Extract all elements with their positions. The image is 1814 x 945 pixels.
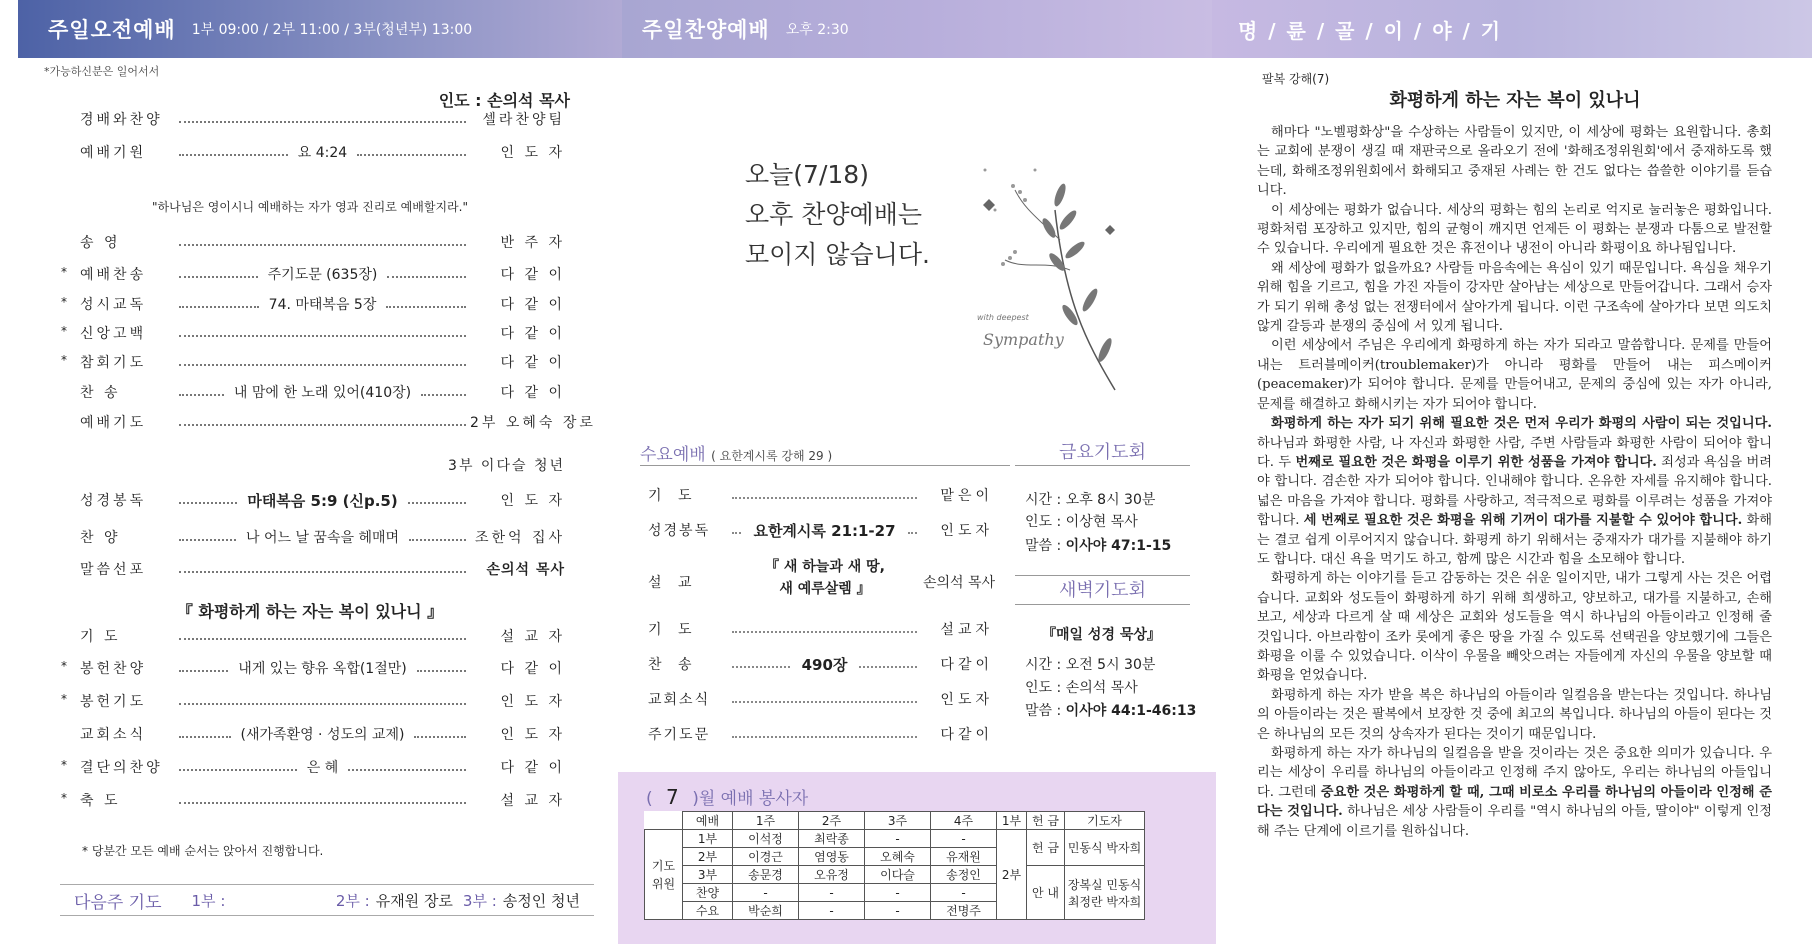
wednesday-person: 다같이: [940, 657, 993, 673]
order-leader-dots: [179, 394, 224, 396]
order-item: 마태복음 5:9 (신p.5): [247, 491, 398, 510]
order-leader-dots: [386, 306, 466, 308]
order-row: [61, 262, 565, 286]
order-leader-dots: [179, 424, 466, 426]
order-label: 신앙고백: [80, 326, 147, 342]
order-row: [80, 230, 565, 254]
cell: -: [865, 884, 931, 902]
col-service: 예배: [683, 812, 733, 830]
dawn-leader: 인도 : 손의석 목사: [1025, 680, 1138, 696]
guide-names-line-2: 최정란 박자희: [1067, 894, 1142, 909]
wednesday-service-header: [640, 440, 832, 465]
friday-word-passage: 이사야 47:1-15: [1065, 538, 1172, 554]
order-item: 내게 있는 향유 옥합(1절만): [238, 661, 407, 677]
order-leader-dots: [179, 539, 236, 541]
morning-service-header: [18, 0, 640, 58]
cell: 송문경: [733, 866, 799, 884]
dawn-time: 시간 : 오전 5시 30분: [1025, 657, 1156, 673]
order-leader-dots: [179, 670, 228, 672]
order-row: [61, 755, 565, 779]
cell: 2부: [683, 848, 733, 866]
col-week4: 4주: [931, 812, 997, 830]
cell: -: [733, 884, 799, 902]
order-label: 예배기원: [80, 145, 147, 161]
order-star: *: [61, 265, 67, 279]
order-star: *: [61, 324, 67, 338]
friday-word-label: 말씀 :: [1025, 538, 1066, 554]
order-leader-dots: [179, 571, 466, 573]
article-text: 하나님은 세상 사람들이 우리를 "역시 하나님의 아들, 딸이야" 이렇게 인정해 주는 단계에 이르기를 원하십니다.: [1257, 804, 1772, 839]
order-row: [61, 292, 566, 316]
cell: 1부: [683, 830, 733, 848]
col-part1: 1부: [997, 812, 1027, 830]
wednesday-item: 490장: [801, 655, 848, 674]
order-row: [80, 107, 565, 131]
wednesday-label: 성경봉독: [648, 523, 711, 539]
order-label: 예배기도: [80, 415, 147, 431]
wednesday-leader-dots: [732, 736, 917, 738]
order-label: 성시교독: [80, 297, 147, 313]
order-item: 주기도문 (635장): [267, 267, 378, 283]
table-row: [645, 866, 1145, 884]
dawn-word-label: 말씀 :: [1025, 703, 1066, 719]
next-week-part2-name: 유재원 장로: [375, 891, 453, 910]
wednesday-label: 기 도: [648, 488, 698, 504]
order-leader-dots: [348, 769, 466, 771]
order-row: [80, 410, 596, 434]
order-leader-dots: [179, 703, 466, 705]
article-paragraph: 왜 세상에 평화가 없을까요? 사람들 마음속에는 욕심이 있기 때문입니다. 욕심을 채우기 위해 힘을 기르고, 힘을 가진 자들이 강자만 살아남는 세상으로 만들어갑니다. 그래서 승자가 되기 위해 총성 없는 전쟁터에서 살아가게 됩니다. 이런 구조속에 살아가다 보면 의도치 않게 갈등과 분쟁의 중심에 서 있게 됩니다.: [1257, 260, 1772, 335]
article-paragraph: 화평하게 하는 자가 받을 복은 하나님의 아들이라 일컬음을 받는다는 것입니다. 하나님의 아들이라는 것은 팔복에서 보장한 것 중에 최고의 복입니다. 하나님의 아들이 된다는 것은 하나님의 모든 것의 상속자가 된다는 것이기 때문입니다.: [1257, 687, 1772, 742]
order-row: [80, 624, 565, 648]
wednesday-title: 수요예배: [640, 445, 706, 465]
guide-label: 안 내: [1027, 866, 1065, 920]
article-emphasis: 번째로 필요한 것은 화평을 이루기 위한 성품을 가져야 합니다.: [1295, 454, 1657, 470]
order-leader-dots: [414, 736, 466, 738]
prayer-committee-label: 기도 위원: [645, 830, 683, 920]
wednesday-person: 설교자: [940, 622, 993, 638]
notice-line-1: 오늘(7/18): [745, 160, 869, 189]
wednesday-leader-dots: [732, 497, 917, 499]
cell: 박순희: [733, 902, 799, 920]
order-leader-dots: [179, 638, 466, 640]
order-row: [61, 656, 566, 680]
article-paragraph: [1257, 414, 1772, 569]
order-label: 봉헌찬양: [80, 661, 147, 677]
notice-line-2: 오후 찬양예배는: [745, 200, 922, 229]
table-row: [645, 830, 1145, 848]
order-label: 경배와찬양: [80, 112, 163, 128]
order-row: [61, 788, 565, 812]
wednesday-leader-dots: [732, 532, 741, 534]
article-emphasis: 세 번째로 필요한 것은 화평을 위해 기꺼이 대가를 지불할 수 있어야 합니다.: [1303, 513, 1743, 529]
order-label: 예배찬송: [80, 267, 147, 283]
friday-divider: [1015, 465, 1190, 466]
cell: 송정인: [931, 866, 997, 884]
friday-prayer-title: 금요기도회: [1059, 442, 1146, 463]
order-label: 결단의찬양: [80, 760, 163, 776]
order-leader-dots: [179, 736, 231, 738]
order-person: 다 같 이: [500, 267, 565, 283]
article-paragraph: 해마다 "노벨평화상"을 수상하는 사람들이 있지만, 이 세상에 평화는 요원합니다. 총회는 교회에 분쟁이 생길 때 재판국으로 올라오기 전에 '화해조정위원회'에서 중재하도록 했는데, 화해조정위원회에서 화해되고 중재된 사례는 한 건도 없다는 씁쓸한 이야기를 듣습니다.: [1257, 125, 1772, 199]
order-label: 송 영: [80, 235, 121, 251]
wednesday-leader-dots: [908, 532, 917, 534]
volunteer-title-open: (: [646, 789, 653, 809]
cell: 염영동: [799, 848, 865, 866]
order-person: 인 도 자: [500, 727, 565, 743]
scripture-verse: "하나님은 영이시니 예배하는 자가 영과 진리로 예배할지라.": [152, 200, 468, 214]
order-row: [61, 689, 565, 713]
order-row: [80, 380, 565, 404]
order-star: *: [61, 791, 67, 805]
cell: 이경근: [733, 848, 799, 866]
order-person: 다 같 이: [500, 760, 565, 776]
order-person: 다 같 이: [500, 661, 566, 677]
flower-illustration: [965, 150, 1135, 400]
volunteer-month: 7: [666, 785, 679, 809]
wednesday-row: [648, 483, 993, 507]
article-paragraph: 이런 세상에서 주님은 우리에게 화평하게 하는 자가 되라고 말씀합니다. 문제를 만들어내는 트러블메이커(troublemaker)가 아니라 평화를 만들어 내는 피스메이커(peacemaker)가 되어야 합니다. 문제를 만들어내고, 문제의 중심에 있는 자가 아니라, 문제를 해결하고 화해시키는 자가 되어야 합니다.: [1257, 338, 1772, 412]
wednesday-series: ( 요한계시록 강해 29 ): [711, 449, 833, 463]
wednesday-divider: [640, 465, 1010, 466]
article-series-tag: 팔복 강해(7): [1262, 72, 1330, 86]
order-item: 은 혜: [306, 760, 339, 776]
guide-names-line-1: 장복실 민동식: [1067, 877, 1142, 892]
order-leader-dots: [179, 276, 258, 278]
volunteer-table: [644, 811, 1145, 920]
order-person: 인 도 자: [500, 493, 566, 509]
wednesday-sermon-title: [745, 556, 905, 600]
order-item: 내 맘에 한 노래 있어(410장): [233, 385, 412, 401]
next-week-label: 다음주 기도: [74, 892, 162, 913]
offering-label: 헌 금: [1027, 830, 1065, 866]
praise-service-time: 오후 2:30: [785, 22, 849, 38]
cell: 유재원: [931, 848, 997, 866]
col-week2: 2주: [799, 812, 865, 830]
sermon-title: 『 화평하게 하는 자는 복이 있나니 』: [176, 602, 444, 621]
order-person: 조한억 집사: [474, 530, 566, 546]
next-week-part3: 3부 :: [462, 891, 497, 910]
cell: -: [865, 902, 931, 920]
cell: 최락종: [799, 830, 865, 848]
order-item: 요 4:24: [297, 145, 348, 161]
col-offering: 헌 금: [1027, 812, 1065, 830]
cell: 3부: [683, 866, 733, 884]
cell: -: [799, 902, 865, 920]
order-leader-dots: [409, 539, 466, 541]
article-body: [1257, 123, 1772, 841]
order-star: *: [61, 295, 67, 309]
cell: -: [799, 884, 865, 902]
dawn-word: [1025, 698, 1196, 724]
order-leader-dots: [179, 769, 297, 771]
article-emphasis: 화평하게 하는 자가 되기 위해 필요한 것은 먼저 우리가 화평의 사람이 되는 것입니다.: [1271, 416, 1772, 432]
dawn-subtitle: 『매일 성경 묵상』: [1042, 627, 1161, 643]
order-label: 기 도: [80, 629, 121, 645]
cell: -: [865, 830, 931, 848]
order-row: [80, 488, 565, 512]
article-text: 하나님과 화평한 사람, 나 자신과 화평한 사람, 주변 사람들과 화평한 사람이 되어야 합니다. 두: [1257, 435, 1772, 470]
order-label: 교회소식: [80, 727, 147, 743]
article-emphasis: 중요한 것은 화평하게 할 때, 그때 비로소 우리를 하나님의 아들이라 인정해 준다는 것입니다.: [1257, 784, 1772, 820]
wednesday-label: 기 도: [648, 622, 698, 638]
wednesday-row: [648, 617, 993, 641]
volunteer-title-rest: )월 예배 봉사자: [692, 789, 809, 809]
order-person: 셀라찬양팀: [482, 112, 565, 128]
wednesday-person: 인도자: [940, 523, 993, 539]
wednesday-row: [648, 687, 993, 711]
order-row: [80, 557, 565, 581]
order-item: 나 어느 날 꿈속을 헤매며: [245, 530, 400, 546]
dawn-divider: [1015, 604, 1190, 605]
wednesday-person: 맡은이: [940, 488, 993, 504]
article-text: 화평하게 하는 자가 하나님의 일컬음을 받을 것이라는 것은 중요한 의미가 있습니다. 우리는 세상이 우리를 하나님의 아들이라고 인정해 주지 않아도, 우리는 하나님의 아들입니다. 그런데: [1257, 746, 1772, 800]
next-week-part2: 2부 :: [335, 891, 370, 910]
wednesday-leader-dots: [732, 701, 917, 703]
wednesday-label: 설 교: [648, 575, 698, 591]
friday-word: [1025, 533, 1171, 559]
order-leader-dots: [179, 802, 466, 804]
order-label: 찬 양: [80, 530, 121, 546]
standing-note: *가능하신분은 일어서서: [44, 65, 160, 78]
cell: -: [931, 830, 997, 848]
column-header: [1212, 0, 1812, 58]
order-person: 다 같 이: [500, 297, 566, 313]
order-leader-dots: [417, 670, 466, 672]
order-person: 인 도 자: [500, 145, 566, 161]
wednesday-sermon-line-2: 새 예루살렘 』: [779, 581, 871, 597]
order-person: 손의석 목사: [486, 562, 565, 578]
order-leader-dots: [408, 502, 466, 504]
cell: 찬양: [683, 884, 733, 902]
col-prayer: 기도자: [1065, 812, 1145, 830]
volunteer-corner: [645, 812, 683, 830]
order-star: *: [61, 659, 67, 673]
order-leader-dots: [179, 121, 466, 123]
seated-note: * 당분간 모든 예배 순서는 앉아서 진행합니다.: [82, 844, 324, 858]
service-leader: 인도 : 손의석 목사: [438, 91, 570, 110]
article-paragraph: 화평하게 하는 이야기를 듣고 감동하는 것은 쉬운 일이지만, 내가 그렇게 사는 것은 어렵습니다. 교회와 성도들이 화평하게 하기 위해 희생하고, 양보하고, 대가를 지불하고, 손해보고, 세상과 다르게 살 때 세상은 교회와 성도들을 역시 하나님의 아들이라고 인정해 줄 것입니다. 아브라함이 조카 롯에게 좋은 땅을 가질 수 있도록 선택권을 양보했기에 그들은 화평을 이룰 수 있었습니다. 이삭이 우물을 빼앗으려는 자들에게 자신의 우물을 양보할 때 화평을 얻었습니다.: [1257, 571, 1772, 684]
wednesday-leader-dots: [732, 666, 790, 668]
col-week1: 1주: [733, 812, 799, 830]
volunteer-title: [646, 784, 808, 809]
next-week-part1: 1부 :: [191, 891, 226, 910]
order-leader-dots: [179, 306, 259, 308]
order-row: [80, 140, 565, 164]
wednesday-label: 주기도문: [648, 727, 711, 743]
order-person: 설 교 자: [500, 629, 565, 645]
guide-names: [1065, 866, 1145, 920]
dawn-prayer-title: 새벽기도회: [1059, 580, 1146, 601]
article-text: 죄성과 욕심을 버려야 합니다. 겸손한 자가 되어야 합니다. 인내해야 합니다. 온유한 자세를 유지해야 합니다. 넓은 마음을 가져야 합니다. 평화를 사랑하고, 적극적으로 평화를 이루려는 성품을 가져야 합니다.: [1257, 454, 1772, 529]
order-star: *: [61, 353, 67, 367]
offering-names: 민동식 박자희: [1065, 830, 1145, 866]
order-leader-dots: [421, 394, 466, 396]
order-star: *: [61, 758, 67, 772]
order-leader-dots: [179, 502, 237, 504]
volunteer-header-row: [645, 812, 1145, 830]
friday-time: 시간 : 오후 8시 30분: [1025, 492, 1156, 508]
article-paragraph: 이 세상에는 평화가 없습니다. 세상의 평화는 힘의 논리로 억지로 눌러놓은 평화입니다. 평화처럼 포장하고 있지만, 힘의 균형이 깨지면 언제든 이 평화는 분쟁과 다툼으로 발전할 수 있습니다. 우리에게 필요한 것은 휴전이나 냉전이 아니라 화평이요 하나됨입니다.: [1257, 202, 1772, 257]
order-row: [61, 350, 565, 374]
article-text: 화해는 결코 쉽게 이루어지지 않습니다. 화평케 하기 위해서는 중재자가 대가를 지불해야 하기도 합니다. 대신 욕을 먹기도 하고, 함께 많은 시간과 힘을 소모해야 합니다.: [1257, 513, 1773, 567]
next-week-prayer: [60, 884, 594, 916]
wednesday-label: 교회소식: [648, 692, 711, 708]
order-leader-dots: [179, 244, 466, 246]
order-person: 설 교 자: [500, 793, 565, 809]
order-label: 봉헌기도: [80, 694, 147, 710]
cell: 수요: [683, 902, 733, 920]
cell: 이다슬: [865, 866, 931, 884]
order-row: [61, 321, 565, 345]
order-person: 인 도 자: [500, 694, 565, 710]
order-person: 다 같 이: [500, 355, 565, 371]
order-item: 74. 마태복음 5장: [268, 297, 377, 313]
afternoon-notice: [745, 155, 930, 275]
morning-service-title: 주일오전예배: [48, 18, 176, 42]
wednesday-leader-dots: [732, 631, 917, 633]
order-label: 찬 송: [80, 385, 121, 401]
wednesday-person: 다같이: [940, 727, 993, 743]
wednesday-person: 인도자: [940, 692, 993, 708]
order-label: 성경봉독: [80, 493, 147, 509]
article-paragraph: [1257, 744, 1772, 841]
part2-label: 2부: [997, 830, 1027, 920]
order-person: 다 같 이: [500, 385, 566, 401]
wednesday-leader-dots: [859, 666, 917, 668]
order-leader-dots: [387, 276, 466, 278]
order-leader-dots: [179, 364, 466, 366]
next-week-part3-name: 송정인 청년: [502, 891, 580, 910]
friday-leader: 인도 : 이상현 목사: [1025, 514, 1138, 530]
wednesday-label: 찬 송: [648, 657, 698, 673]
order-row: [80, 525, 565, 549]
flower-caption-big: Sympathy: [983, 330, 1064, 349]
cell: 오혜숙: [865, 848, 931, 866]
wednesday-person: 손의석 목사: [923, 575, 996, 591]
wednesday-row: [648, 518, 993, 542]
cell: 오유정: [799, 866, 865, 884]
morning-service-times: 1부 09:00 / 2부 11:00 / 3부(청년부) 13:00: [191, 22, 473, 38]
cell: 전명주: [931, 902, 997, 920]
wednesday-row: [648, 652, 993, 676]
order-item: (새가족환영 · 성도의 교제): [240, 727, 405, 743]
cell: -: [931, 884, 997, 902]
article-title: 화평하게 하는 자는 복이 있나니: [1389, 90, 1641, 111]
order-label: 참회기도: [80, 355, 147, 371]
notice-line-3: 모이지 않습니다.: [745, 240, 930, 269]
column-title: 명 / 륜 / 골 / 이 / 야 / 기: [1238, 18, 1503, 43]
order-row: [80, 722, 565, 746]
cell: 이석정: [733, 830, 799, 848]
col-week3: 3주: [865, 812, 931, 830]
flower-caption-small: with deepest: [977, 313, 1029, 322]
wednesday-sermon-line-1: 『 새 하늘과 새 땅,: [765, 559, 885, 575]
order-leader-dots: [179, 154, 288, 156]
order-star: *: [61, 692, 67, 706]
praise-service-header: [622, 0, 1212, 58]
order-leader-dots: [357, 154, 466, 156]
dawn-word-passage: 이사야 44:1-46:13: [1065, 703, 1197, 719]
order-leader-dots: [179, 335, 466, 337]
prayer-third-service: 3부 이다슬 청년: [448, 458, 565, 474]
order-label: 말씀선포: [80, 562, 147, 578]
praise-service-title: 주일찬양예배: [642, 18, 770, 42]
order-person: 다 같 이: [500, 326, 565, 342]
wednesday-row: [648, 722, 993, 746]
order-person: 반 주 자: [500, 235, 565, 251]
wednesday-item: 요한계시록 21:1-27: [753, 521, 896, 540]
order-label: 축 도: [80, 793, 121, 809]
order-person: 2부 오혜숙 장로: [470, 415, 596, 431]
